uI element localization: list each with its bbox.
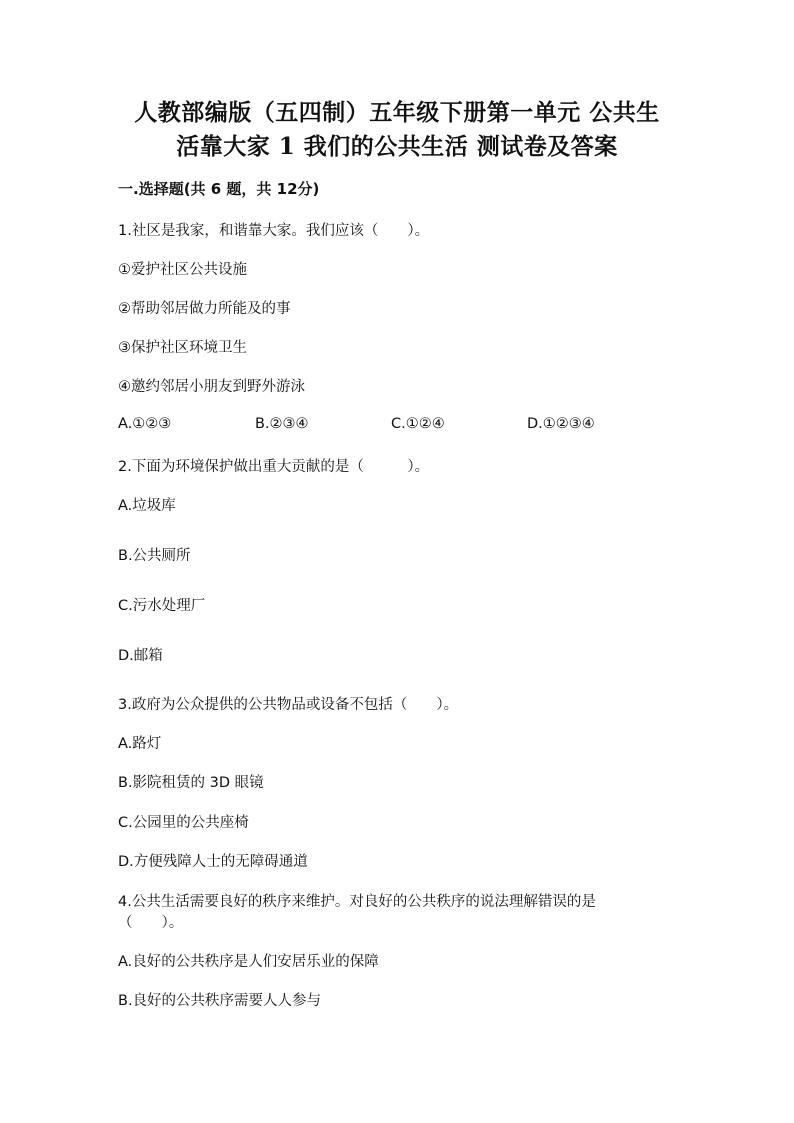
document-title-line-1: 人教部编版（五四制）五年级下册第一单元 公共生	[134, 99, 660, 126]
section-heading: 一.选择题(共 6 题，共 12分)	[118, 180, 320, 198]
question-3-option-d: D.方便残障人士的无障碍通道	[118, 854, 308, 870]
question-1-statement-2: ②帮助邻居做力所能及的事	[118, 301, 291, 317]
question-2-option-c: C.污水处理厂	[118, 598, 206, 614]
question-1-statement-4: ④邀约邻居小朋友到野外游泳	[118, 379, 305, 395]
question-3-stem: 3.政府为公众提供的公共物品或设备不包括（ ）。	[118, 697, 459, 713]
question-4-option-b: B.良好的公共秩序需要人人参与	[118, 993, 322, 1009]
question-1-option-a: A.①②③	[118, 416, 172, 432]
question-1-statement-3: ③保护社区环境卫生	[118, 340, 247, 356]
document-title-line-2: 活靠大家 1 我们的公共生活 测试卷及答案	[176, 133, 618, 160]
question-4-option-a: A.良好的公共秩序是人们安居乐业的保障	[118, 954, 379, 970]
question-4-stem-line-2: （ ）。	[118, 915, 184, 931]
question-2-option-b: B.公共厕所	[118, 548, 191, 564]
question-1-option-b: B.②③④	[255, 416, 309, 432]
question-3-option-c: C.公园里的公共座椅	[118, 815, 249, 831]
question-1-statement-1: ①爱护社区公共设施	[118, 262, 247, 278]
question-4-stem-line-1: 4.公共生活需要良好的秩序来维护。对良好的公共秩序的说法理解错误的是	[118, 894, 596, 910]
question-1-option-c: C.①②④	[391, 416, 445, 432]
question-1-stem: 1.社区是我家，和谐靠大家。我们应该（ ）。	[118, 223, 430, 239]
question-1-option-d: D.①②③④	[527, 416, 595, 432]
question-2-option-d: D.邮箱	[118, 648, 163, 664]
question-3-option-b: B.影院租赁的 3D 眼镜	[118, 775, 264, 791]
question-2-option-a: A.垃圾库	[118, 498, 176, 514]
question-2-stem: 2.下面为环境保护做出重大贡献的是（ ）。	[118, 459, 430, 475]
question-3-option-a: A.路灯	[118, 736, 162, 752]
